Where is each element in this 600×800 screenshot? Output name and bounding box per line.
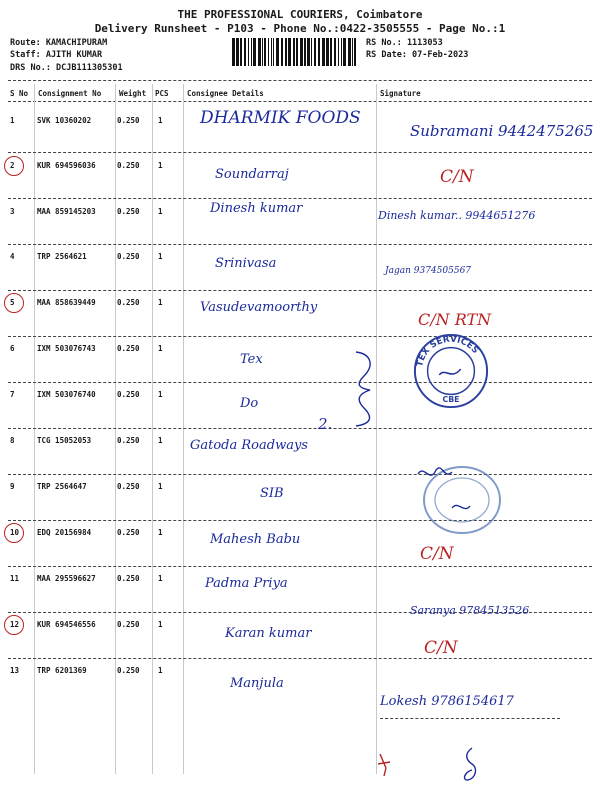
row-consignment-no: TRP 2564621 [37, 252, 87, 261]
barcode-bar [354, 38, 356, 66]
barcode-bar [248, 38, 249, 66]
row-divider [8, 198, 592, 199]
barcode-bar [296, 38, 298, 66]
row-signature-handwriting: Subramani 9442475265 [410, 122, 594, 140]
col-signature: Signature [380, 89, 421, 98]
col-sno: S No [10, 89, 29, 98]
row-sno: 4 [10, 252, 15, 261]
row-pcs: 1 [158, 207, 163, 216]
row-divider [8, 520, 592, 521]
row-remark-mark: C/N [440, 167, 474, 187]
row-consignee-handwriting: SIB [260, 486, 284, 501]
barcode-bar [271, 38, 272, 66]
row-consignment-no: MAA 295596627 [37, 574, 96, 583]
row-sno: 11 [10, 574, 20, 583]
row-weight: 0.250 [117, 574, 140, 583]
row-divider [8, 290, 592, 291]
round-stamp-impression [412, 462, 502, 536]
row-consignee-handwriting: Tex [240, 352, 263, 367]
barcode-bar [334, 38, 336, 66]
row-remark-mark: C/N RTN [418, 310, 492, 329]
row-consignment-no: TCG 15052053 [37, 436, 92, 445]
row-consignment-no: TRP 6201369 [37, 666, 87, 675]
stamp-text: TEX SERVICES [415, 334, 481, 368]
row-divider [380, 718, 560, 719]
row-weight: 0.250 [117, 161, 140, 170]
row-pcs: 1 [158, 116, 163, 125]
row-sno: 12 [10, 620, 20, 629]
row-consignment-no: IXM 503076743 [37, 344, 96, 353]
row-divider [8, 474, 592, 475]
row-consignment-no: IXM 503076740 [37, 390, 96, 399]
row-sno: 1 [10, 116, 15, 125]
row-signature-handwriting: Jagan 9374505567 [385, 266, 472, 276]
runsheet-subtitle: Delivery Runsheet - P103 - Phone No.:0422-3505555 - Page No.:1 [94, 22, 506, 35]
row-sno: 8 [10, 436, 15, 445]
stamp-city: CBE [442, 395, 460, 405]
row-weight: 0.250 [117, 436, 140, 445]
barcode-bar [318, 38, 320, 66]
barcode-bar [285, 38, 287, 66]
barcode-bar [304, 38, 306, 66]
row-sno: 2 [10, 161, 15, 170]
row-sno: 10 [10, 528, 20, 537]
barcode-bar [326, 38, 329, 66]
row-consignee-handwriting: Do [240, 396, 259, 411]
row-consignee-handwriting: Srinivasa [215, 256, 277, 271]
row-consignee-handwriting: Vasudevamoorthy [200, 300, 318, 315]
tex-services-stamp [412, 332, 490, 410]
row-circle-mark [4, 156, 24, 176]
row-signature-handwriting: Lokesh 9786154617 [380, 694, 514, 709]
column-rule [152, 84, 153, 774]
row-weight: 0.250 [117, 252, 140, 261]
row-circle-mark [4, 293, 24, 313]
row-weight: 0.250 [117, 390, 140, 399]
row-pcs: 1 [158, 161, 163, 170]
row-sno: 6 [10, 344, 15, 353]
barcode-bar [236, 38, 239, 66]
barcode-bar [311, 38, 312, 66]
barcode-bar [288, 38, 291, 66]
barcode-bar [300, 38, 303, 66]
row-pcs: 1 [158, 390, 163, 399]
row-pcs: 1 [158, 252, 163, 261]
barcode-bar [244, 38, 246, 66]
route-label: Route: KAMACHIPURAM [10, 38, 108, 48]
row-weight: 0.250 [117, 344, 140, 353]
barcode-graphic [232, 38, 358, 66]
row-pcs: 1 [158, 620, 163, 629]
barcode-bar [307, 38, 310, 66]
barcode-bar [348, 38, 351, 66]
row-pcs: 1 [158, 344, 163, 353]
header-divider [8, 80, 592, 81]
barcode-bar [343, 38, 346, 66]
barcode-bar [232, 38, 235, 66]
barcode-bar [293, 38, 295, 66]
row-sno: 3 [10, 207, 15, 216]
row-divider [8, 152, 592, 153]
runsheet-title: THE PROFESSIONAL COURIERS, Coimbatore [177, 8, 423, 21]
row-divider [8, 336, 592, 337]
barcode-bar [338, 38, 339, 66]
row-divider [8, 428, 592, 429]
row-pcs: 1 [158, 666, 163, 675]
barcode-bar [352, 38, 353, 66]
row-pcs: 1 [158, 298, 163, 307]
row-consignee-handwriting: Padma Priya [205, 576, 288, 591]
barcode-bar [281, 38, 283, 66]
column-rule [183, 84, 184, 774]
barcode-bar [341, 38, 342, 66]
header-divider [8, 101, 592, 102]
row-consignee-handwriting: Gatoda Roadways [190, 438, 308, 453]
column-rule [34, 84, 35, 774]
row-consignee-handwriting: Mahesh Babu [210, 532, 301, 547]
row-weight: 0.250 [117, 528, 140, 537]
row-consignee-handwriting: DHARMIK FOODS [200, 108, 361, 128]
rs-date: RS Date: 07-Feb-2023 [366, 50, 469, 60]
row-weight: 0.250 [117, 482, 140, 491]
bracket-mark [350, 348, 380, 428]
barcode-bar [240, 38, 242, 66]
row-weight: 0.250 [117, 116, 140, 125]
row-consignee-handwriting: Manjula [230, 676, 284, 691]
row-consignee-handwriting: Karan kumar [225, 626, 312, 641]
column-rule [115, 84, 116, 774]
row-weight: 0.250 [117, 666, 140, 675]
row-divider [8, 566, 592, 567]
barcode-bar [273, 38, 274, 66]
col-pcs: PCS [155, 89, 169, 98]
staff-label: Staff: AJITH KUMAR [10, 50, 103, 60]
barcode-bar [322, 38, 325, 66]
column-rule [376, 84, 377, 774]
row-signature-handwriting: Saranya 9784513526 [410, 604, 530, 617]
row-weight: 0.250 [117, 620, 140, 629]
row-consignment-no: SVK 10360202 [37, 116, 92, 125]
drs-number: DRS No.: DCJB111305301 [10, 63, 123, 73]
row-weight: 0.250 [117, 298, 140, 307]
row-consignment-no: MAA 858639449 [37, 298, 96, 307]
row-divider [8, 382, 592, 383]
barcode-bar [253, 38, 256, 66]
row-divider [8, 658, 592, 659]
col-consignee: Consignee Details [187, 89, 264, 98]
row-sno: 9 [10, 482, 15, 491]
row-pcs: 1 [158, 482, 163, 491]
row-remark-mark: C/N [420, 544, 454, 564]
row-sno: 13 [10, 666, 20, 675]
row-pcs: 1 [158, 528, 163, 537]
row-circle-mark [4, 523, 24, 543]
row-signature-handwriting: Dinesh kumar.. 9944651276 [378, 209, 536, 222]
row-consignment-no: KUR 694596036 [37, 161, 96, 170]
barcode-bar [262, 38, 263, 66]
signature-mark [460, 746, 482, 784]
barcode-bar [258, 38, 261, 66]
row-sno: 5 [10, 298, 15, 307]
barcode-bar [276, 38, 279, 66]
row-circle-mark [4, 615, 24, 635]
do-count-note: 2. [318, 415, 333, 433]
row-remark-mark: C/N [424, 638, 458, 658]
initials-mark [376, 748, 396, 778]
col-weight: Weight [119, 89, 147, 98]
row-consignment-no: MAA 859145203 [37, 207, 96, 216]
barcode-bar [330, 38, 332, 66]
barcode-bar [264, 38, 266, 66]
row-consignment-no: TRP 2564647 [37, 482, 87, 491]
row-pcs: 1 [158, 574, 163, 583]
barcode-bar [251, 38, 252, 66]
row-consignment-no: EDQ 20156984 [37, 528, 92, 537]
rs-number: RS No.: 1113053 [366, 38, 443, 48]
row-consignee-handwriting: Dinesh kumar [210, 201, 303, 216]
row-consignee-handwriting: Soundarraj [215, 167, 289, 182]
row-consignment-no: KUR 694546556 [37, 620, 96, 629]
row-weight: 0.250 [117, 207, 140, 216]
barcode-bar [314, 38, 316, 66]
row-divider [8, 244, 592, 245]
row-pcs: 1 [158, 436, 163, 445]
row-sno: 7 [10, 390, 15, 399]
col-consignment: Consignment No [38, 89, 102, 98]
barcode-bar [268, 38, 269, 66]
